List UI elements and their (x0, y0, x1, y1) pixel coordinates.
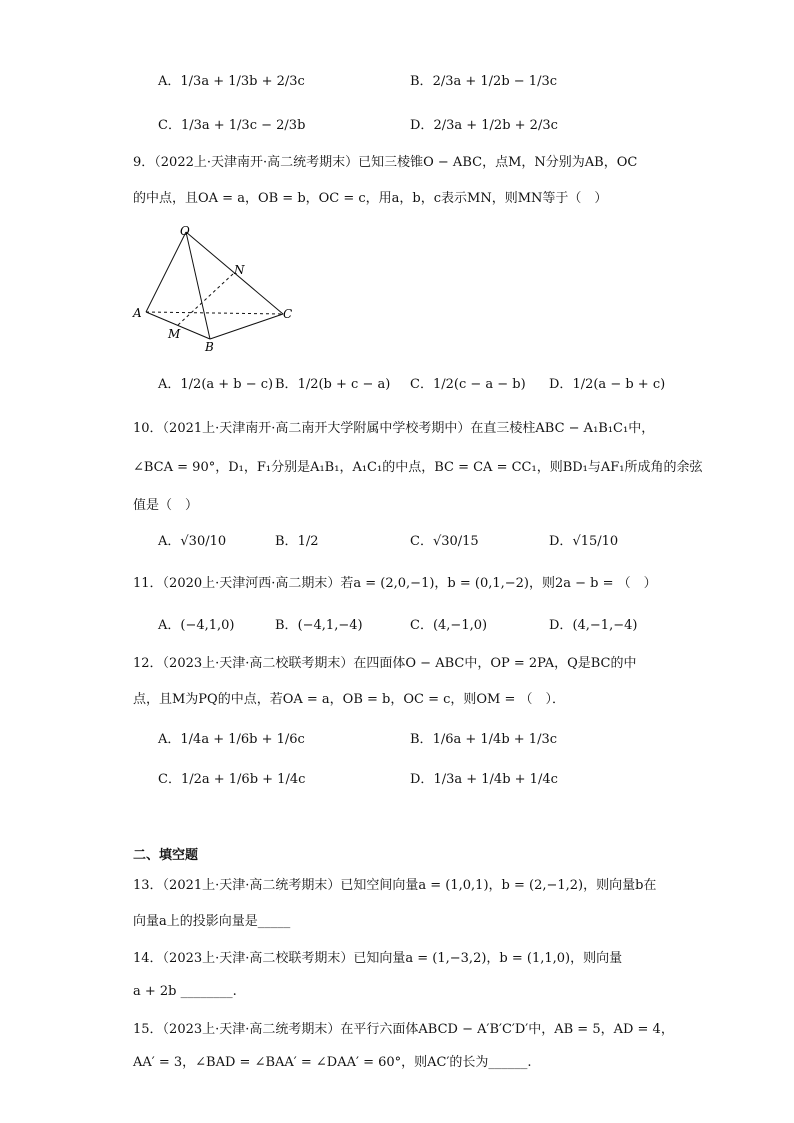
q10-stem-line2: ∠BCA = 90°，D₁，F₁分别是A₁B₁，A₁C₁的中点，BC = CA = CC₁，则BD₁与AF₁所成角的余弦 (133, 460, 703, 475)
section-heading-fill-in: 二、填空题 (133, 848, 199, 863)
q12-option-b: B．1/6a + 1/4b + 1/3c (410, 732, 557, 747)
q9-stem-line2: 的中点，且OA = a，OB = b，OC = c，用a，b，c表示MN，则MN等于（ ） (133, 191, 608, 206)
q11-option-d: D．(4,−1,−4) (549, 618, 638, 633)
q11-option-a: A．(−4,1,0) (158, 618, 235, 633)
q10-option-a: A．√30/10 (158, 534, 227, 549)
q9-stem-line1: 9．（2022上·天津南开·高二统考期末）已知三棱锥O − ABC，点M，N分别为AB，OC (133, 155, 638, 170)
q8-option-d: D．2/3a + 1/2b + 2/3c (410, 118, 558, 133)
q9-option-a: A．1/2(a + b − c) (158, 377, 274, 392)
q8-option-c: C．1/3a + 1/3c − 2/3b (158, 118, 306, 133)
q12-option-d: D．1/3a + 1/4b + 1/4c (410, 772, 558, 787)
label-b: B (205, 340, 214, 354)
q9-option-d: D．1/2(a − b + c) (549, 377, 666, 392)
q9-option-b: B．1/2(b + c − a) (275, 377, 391, 392)
q10-stem-line3: 值是（ ） (133, 498, 199, 513)
q13-stem-line1: 13．（2021上·天津·高二统考期末）已知空间向量a = (1,0,1)，b = (2,−1,2)，则向量b在 (133, 878, 657, 893)
q12-option-c: C．1/2a + 1/6b + 1/4c (158, 772, 306, 787)
q12-stem-line2: 点，且M为PQ的中点，若OA = a，OB = b，OC = c，则OM = （ ）． (133, 692, 566, 707)
q15-stem-line2: AA′ = 3，∠BAD = ∠BAA′ = ∠DAA′ = 60°，则AC′的长为______. (133, 1055, 532, 1070)
tetrahedron-figure (128, 220, 303, 355)
q10-option-c: C．√30/15 (410, 534, 479, 549)
label-a: A (133, 306, 142, 320)
segment-mn-dashed (178, 273, 234, 325)
q9-option-c: C．1/2(c − a − b) (410, 377, 526, 392)
edge-oa (146, 232, 186, 312)
q11-option-c: C．(4,−1,0) (410, 618, 488, 633)
edge-ob (186, 232, 210, 339)
q8-option-a: A．1/3a + 1/3b + 2/3c (158, 74, 305, 89)
label-n: N (234, 263, 245, 277)
q10-stem-line1: 10．（2021上·天津南开·高二南开大学附属中学校考期中）在直三棱柱ABC − A₁B₁C₁中， (133, 421, 655, 436)
label-o: O (180, 224, 190, 238)
q10-option-b: B．1/2 (275, 534, 319, 549)
q12-option-a: A．1/4a + 1/6b + 1/6c (158, 732, 305, 747)
edge-bc (210, 314, 283, 339)
q8-option-b: B．2/3a + 1/2b − 1/3c (410, 74, 557, 89)
q14-stem-line2: a + 2b ________. (133, 984, 237, 999)
q15-stem-line1: 15．（2023上·天津·高二统考期末）在平行六面体ABCD − A′B′C′D′中，AB = 5，AD = 4， (133, 1022, 674, 1037)
q14-stem-line1: 14．（2023上·天津·高二校联考期末）已知向量a = (1,−3,2)，b = (1,1,0)，则向量 (133, 951, 623, 966)
edge-ac-dashed (146, 312, 283, 314)
q10-option-d: D．√15/10 (549, 534, 619, 549)
label-m: M (168, 327, 181, 341)
q13-stem-line2: 向量a上的投影向量是_____ (133, 914, 291, 929)
q12-stem-line1: 12．（2023上·天津·高二校联考期末）在四面体O − ABC中，OP = 2PA，Q是BC的中 (133, 656, 637, 671)
q11-option-b: B．(−4,1,−4) (275, 618, 363, 633)
label-c: C (283, 307, 293, 321)
q11-stem: 11．（2020上·天津河西·高二期末）若a = (2,0,−1)，b = (0,1,−2)，则2a − b = （ ） (133, 576, 657, 591)
